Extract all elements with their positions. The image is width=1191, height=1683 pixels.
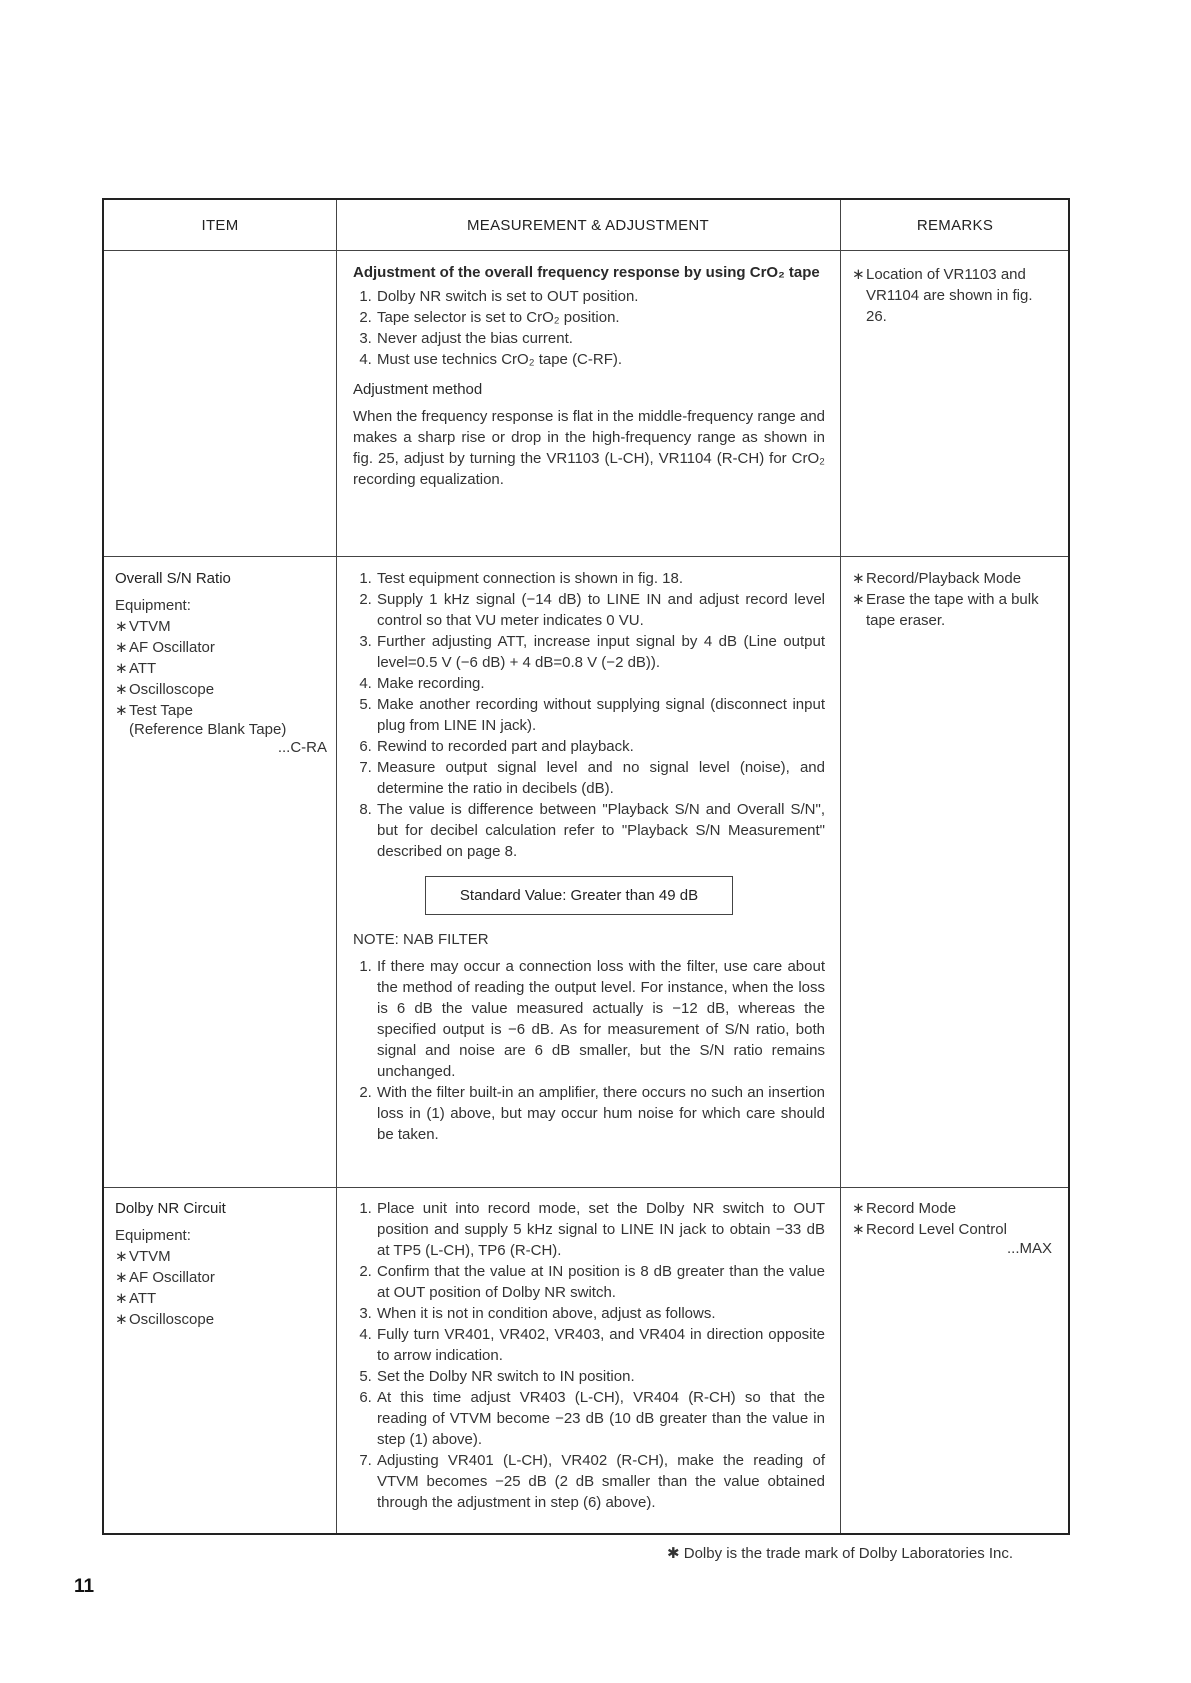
row2-measurement: [353, 568, 825, 1145]
page-number: 11: [74, 1576, 95, 1597]
equipment-list: [115, 616, 327, 738]
list-item: 4. Fully turn VR401, VR402, VR403, and VR404 in direction opposite to arrow indication.: [376, 1324, 825, 1366]
list-item: 2. Confirm that the value at IN position is 8 dB greater than the value at OUT position of Dolby NR switch.: [376, 1261, 825, 1303]
list-item: ∗ Test Tape: [115, 700, 327, 721]
list-item: 7. Measure output signal level and no signal level (noise), and determine the ratio in decibels (dB).: [376, 757, 825, 799]
list-item: 1. Test equipment connection is shown in fig. 18.: [376, 568, 825, 589]
tape-note: (Reference Blank Tape): [129, 721, 287, 738]
list-item: ∗ Oscilloscope: [115, 679, 327, 700]
list-item: 3. When it is not in condition above, adjust as follows.: [376, 1303, 825, 1324]
row2-item: [115, 568, 327, 757]
list-item: ∗ Oscilloscope: [115, 1309, 327, 1330]
list-item: ∗ VTVM: [115, 616, 327, 637]
row3-item: [115, 1198, 327, 1330]
list-item: 3. Never adjust the bias current.: [376, 328, 825, 349]
list-item: ∗ ATT: [115, 1288, 327, 1309]
footnote: ✱ Dolby is the trade mark of Dolby Laboratories Inc.: [667, 1545, 1014, 1562]
list-item: ∗ AF Oscillator: [115, 1267, 327, 1288]
row1-remarks: [852, 264, 1052, 327]
list-item: 2. With the filter built-in an amplifier, there occurs no such an insertion loss in (1) above, but may occur hum noise for which care should be taken.: [376, 1082, 825, 1145]
list-item: 1. Place unit into record mode, set the Dolby NR switch to OUT position and supply 5 kHz signal to LINE IN jack to obtain −33 dB at TP5 (L-CH), TP6 (R-CH).: [376, 1198, 825, 1261]
equipment-list: [115, 1246, 327, 1330]
row-divider: [104, 556, 1068, 557]
tape-code: ...C-RA: [277, 739, 327, 756]
list-item: 5. Set the Dolby NR switch to IN position.: [376, 1366, 825, 1387]
list-item: 6. At this time adjust VR403 (L-CH), VR404 (R-CH) so that the reading of VTVM become −23 dB (10 dB greater than the value in step (1) above).: [376, 1387, 825, 1450]
list-item: 2. Tape selector is set to CrO₂ position.: [376, 307, 825, 328]
header-remarks: REMARKS: [916, 216, 994, 234]
list-item: 5. Make another recording without supplying signal (disconnect input plug from LINE IN jack).: [376, 694, 825, 736]
column-divider: [840, 200, 841, 1533]
item-title: Overall S/N Ratio: [115, 570, 231, 587]
list-item: 8. The value is difference between "Playback S/N and Overall S/N", but for decibel calculation refer to "Playback S/N Measurement" described on page 8.: [376, 799, 825, 862]
header-measurement: MEASUREMENT & ADJUSTMENT: [467, 216, 709, 234]
row3-steps: [353, 1198, 825, 1513]
equipment-label: Equipment:: [115, 1227, 191, 1244]
header-item: ITEM: [201, 216, 239, 234]
item-title: Dolby NR Circuit: [115, 1200, 226, 1217]
row2-steps: [353, 568, 825, 862]
list-item: 1. Dolby NR switch is set to OUT position.: [376, 286, 825, 307]
list-item: ∗ ATT: [115, 658, 327, 679]
remark-item: ∗ Erase the tape with a bulk tape eraser.: [852, 589, 1052, 631]
adjustment-method-title: Adjustment method: [353, 381, 483, 398]
list-item: 4. Must use technics CrO₂ tape (C-RF).: [376, 349, 825, 370]
row1-steps: [353, 286, 825, 370]
list-item: 1. If there may occur a connection loss with the filter, use care about the method of reading the output level. For instance, when the loss is 6 dB the value measured actually is −12 dB, whereas the specified output is −6 dB. As for measurement of S/N ratio, both signal and noise are 6 dB smaller, but the S/N ratio remains unchanged.: [376, 956, 825, 1082]
adjustment-table: [102, 198, 1070, 1535]
list-item: 7. Adjusting VR401 (L-CH), VR402 (R-CH), make the reading of VTVM becomes −25 dB (2 dB smaller than the value obtained through the adjustment in step (6) above).: [376, 1450, 825, 1513]
remark-item: ∗ Record/Playback Mode: [852, 568, 1052, 589]
list-item: 6. Rewind to recorded part and playback.: [376, 736, 825, 757]
list-item: 4. Make recording.: [376, 673, 825, 694]
row1-measurement: [353, 262, 825, 490]
list-item: ∗ VTVM: [115, 1246, 327, 1267]
remark-item: ∗ Location of VR1103 and VR1104 are shown in fig. 26.: [852, 264, 1052, 327]
note-title: NOTE: NAB FILTER: [353, 931, 489, 948]
remark-item: ∗ Record Mode: [852, 1198, 1052, 1219]
row2-remarks: [852, 568, 1052, 631]
equipment-label: Equipment:: [115, 597, 191, 614]
row1-title: Adjustment of the overall frequency response by using CrO₂ tape: [353, 264, 820, 281]
list-item: 2. Supply 1 kHz signal (−14 dB) to LINE IN and adjust record level control so that VU meter indicates 0 VU.: [376, 589, 825, 631]
column-divider: [336, 200, 337, 1533]
row-divider: [104, 1187, 1068, 1188]
row3-remarks: [852, 1198, 1052, 1257]
list-item: ∗ AF Oscillator: [115, 637, 327, 658]
remark-value: ...MAX: [1006, 1240, 1052, 1257]
standard-value-box: Standard Value: Greater than 49 dB: [425, 876, 733, 915]
row-divider: [104, 250, 1068, 251]
note-steps: [353, 956, 825, 1145]
list-item: 3. Further adjusting ATT, increase input signal by 4 dB (Line output level=0.5 V (−6 dB) + 4 dB=0.8 V (−2 dB)).: [376, 631, 825, 673]
row3-measurement: [353, 1198, 825, 1513]
remark-item: ∗ Record Level Control: [852, 1219, 1052, 1240]
adjustment-method-text: When the frequency response is flat in the middle-frequency range and makes a sharp rise or drop in the high-frequency range as shown in fig. 25, adjust by turning the VR1103 (L-CH), VR1104 (R-CH) for CrO₂ recording equalization.: [353, 408, 825, 488]
